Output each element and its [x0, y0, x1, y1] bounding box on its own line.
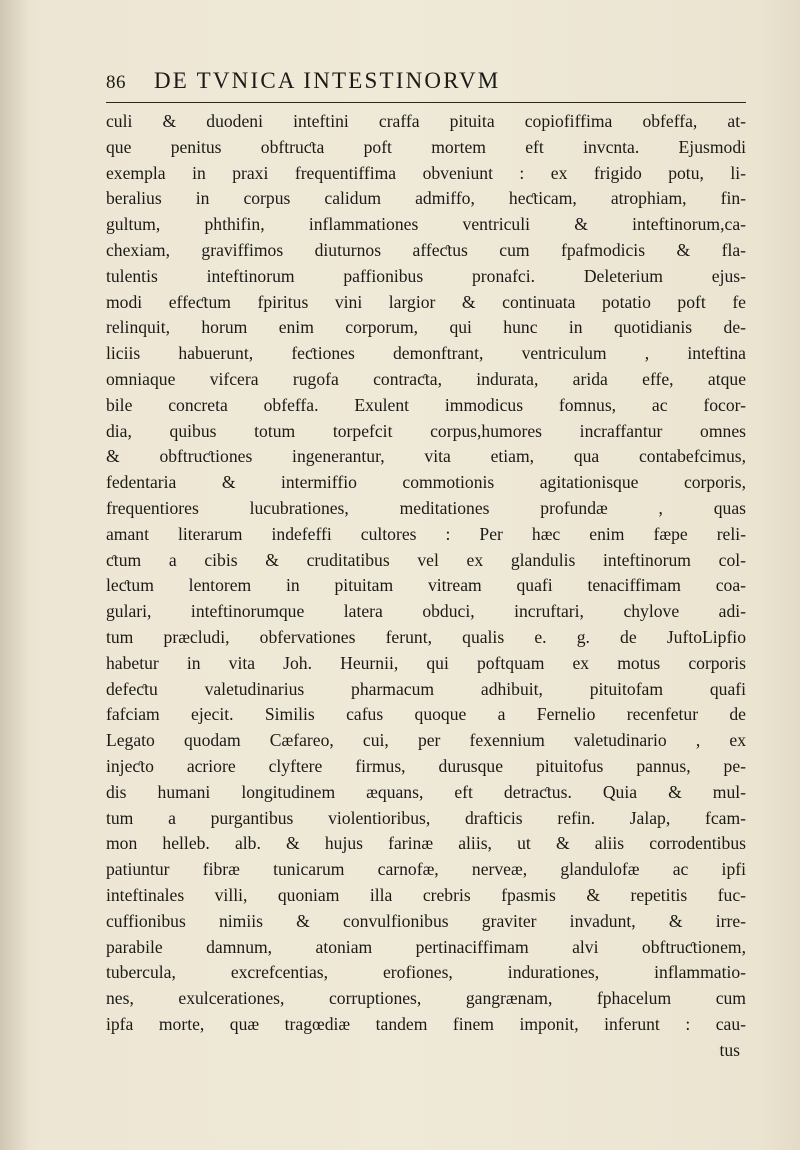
text-line: mon helleb. alb. & hujus farinæ aliis, ut & aliis corrodentibus [106, 833, 746, 854]
text-line: chexiam, graviffimos diuturnos affeƈtus cum fpafmodicis & fla- [106, 239, 746, 260]
text-line: patiuntur fibræ tunicarum carnofæ, nerveæ, glandulofæ ac ipfi [106, 859, 746, 880]
text-line: que penitus obftruƈta poft mortem eft invcnta. Ejusmodi [106, 136, 746, 157]
text-line: & obftruƈtiones ingenerantur, vita etiam, qua contabefcimus, [106, 446, 746, 467]
text-line: culi & duodeni inteftini craffa pituita copiofiffima obfeffa, at- [106, 111, 746, 131]
text-line: Legato quodam Cæfareo, cui, per fexennium valetudinario , ex [106, 730, 746, 751]
text-line: frequentiores lucubrationes, meditationes profundæ , quas [106, 497, 746, 518]
text-line: cuffionibus nimiis & convulfionibus graviter invadunt, & irre- [106, 910, 746, 931]
running-head: DE TVNICA INTESTINORVM [154, 68, 501, 93]
page-header [106, 68, 746, 103]
text-line: parabile damnum, atoniam pertinaciffimam alvi obftruƈtionem, [106, 936, 746, 957]
text-line: amant literarum indefeffi cultores : Per hæc enim fæpe reli- [106, 523, 746, 544]
text-line: inteftinales villi, quoniam illa crebris fpasmis & repetitis fuc- [106, 884, 746, 905]
text-line: dia, quibus totum torpefcit corpus,humores incraffantur omnes [106, 420, 746, 441]
text-line: tum præcludi, obfervationes ferunt, qualis e. g. de JuftoLipfio [106, 626, 746, 647]
text-line: defeƈtu valetudinarius pharmacum adhibuit, pituitofam quafi [106, 678, 746, 699]
text-line: modi effeƈtum fpiritus vini largior & continuata potatio poft fe [106, 291, 746, 312]
text-line: exempla in praxi frequentiffima obveniunt : ex frigido potu, li- [106, 162, 746, 183]
text-line: fafciam ejecit. Similis cafus quoque a Fernelio recenfetur de [106, 704, 746, 725]
page-fold-shadow [0, 0, 28, 1150]
page-number: 86 [106, 72, 126, 93]
text-line: tubercula, excrefcentias, erofiones, indurationes, inflammatio- [106, 962, 746, 983]
text-line: injeƈto acriore clyftere firmus, durusque pituitofus pannus, pe- [106, 755, 746, 776]
text-line: beralius in corpus calidum admiffo, heƈticam, atrophiam, fin- [106, 188, 746, 209]
catchword: tus [719, 1039, 740, 1060]
text-line: omniaque vifcera rugofa contraƈta, indurata, arida effe, atque [106, 368, 746, 389]
text-line: tulentis inteftinorum paffionibus pronafci. Deleterium ejus- [106, 265, 746, 286]
text-line: relinquit, horum enim corporum, qui hunc in quotidianis de- [106, 317, 746, 338]
text-line: habetur in vita Joh. Heurnii, qui poftquam ex motus corporis [106, 652, 746, 673]
body-text [106, 109, 746, 1063]
text-line: nes, exulcerationes, corruptiones, gangrænam, fphacelum cum [106, 988, 746, 1009]
text-line: gulari, inteftinorumque latera obduci, incruftari, chylove adi- [106, 601, 746, 622]
text-line: liciis habuerunt, feƈtiones demonftrant, ventriculum , inteftina [106, 343, 746, 364]
text-line: tum a purgantibus violentioribus, drafticis refin. Jalap, fcam- [106, 807, 746, 828]
text-line: dis humani longitudinem æquans, eft detraƈtus. Quia & mul- [106, 781, 746, 802]
text-line: ƈtum a cibis & cruditatibus vel ex glandulis inteftinorum col- [106, 549, 746, 570]
text-line: bile concreta obfeffa. Exulent immodicus fomnus, ac focor- [106, 394, 746, 415]
text-line: gultum, phthifin, inflammationes ventriculi & inteftinorum,ca- [106, 214, 746, 235]
text-line: ipfa morte, quæ tragœdiæ tandem finem imponit, inferunt : cau- [106, 1013, 746, 1034]
text-line: fedentaria & intermiffio commotionis agitationisque corporis, [106, 472, 746, 493]
text-line: leƈtum lentorem in pituitam vitream quafi tenaciffimam coa- [106, 575, 746, 596]
